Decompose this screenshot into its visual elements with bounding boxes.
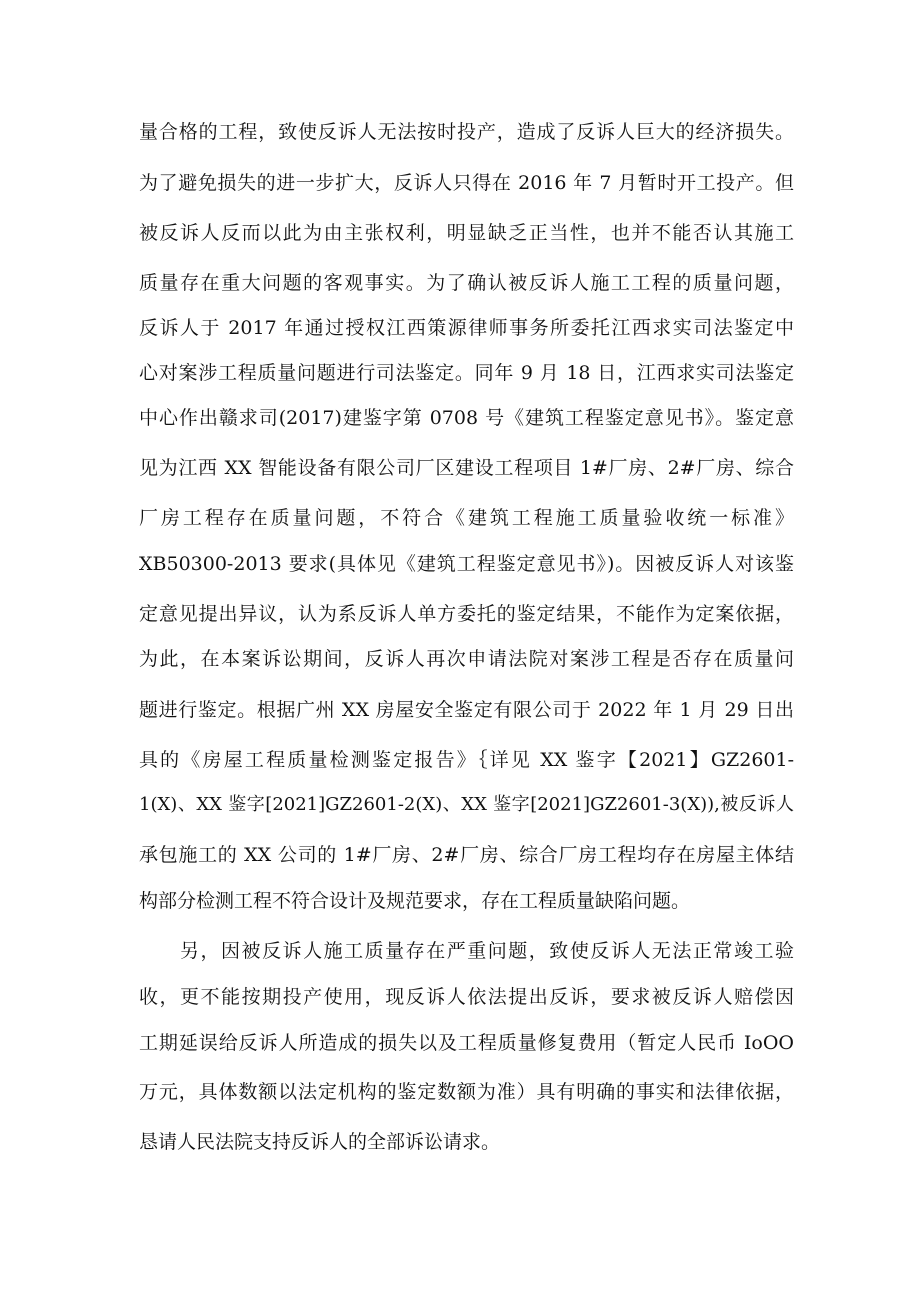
paragraph-line: 心对案涉工程质量问题进行司法鉴定。同年 9 月 18 日，江西求实司法鉴定 <box>139 362 794 384</box>
paragraph-line: 另，因被反诉人施工质量存在严重问题，致使反诉人无法正常竣工验 <box>180 940 794 962</box>
paragraph-line: 1(X)、XX 鉴字[2021]GZ2601-2(X)、XX 鉴字[2021]GZ2601-3(X)),被反诉人 <box>139 794 794 815</box>
paragraph-line: 工期延误给反诉人所造成的损失以及工程质量修复费用（暂定人民币 IoOO <box>139 1032 794 1054</box>
paragraph-line: 题进行鉴定。根据广州 XX 房屋安全鉴定有限公司于 2022 年 1 月 29 日出 <box>139 699 794 721</box>
paragraph-line: 见为江西 XX 智能设备有限公司厂区建设工程项目 1#厂房、2#厂房、综合 <box>139 457 794 479</box>
paragraph-line: 具的《房屋工程质量检测鉴定报告》｛详见 XX 鉴字【2021】GZ2601- <box>139 749 794 771</box>
paragraph-line: 为此，在本案诉讼期间，反诉人再次申请法院对案涉工程是否存在质量问 <box>139 648 794 670</box>
paragraph-line: 量合格的工程，致使反诉人无法按时投产，造成了反诉人巨大的经济损失。 <box>139 121 794 143</box>
paragraph-line: 反诉人于 2017 年通过授权江西策源律师事务所委托江西求实司法鉴定中 <box>139 317 794 339</box>
paragraph-line: 厂房工程存在质量问题，不符合《建筑工程施工质量验收统一标准》 <box>139 507 794 529</box>
paragraph-line: 被反诉人反而以此为由主张权利，明显缺乏正当性，也并不能否认其施工 <box>139 222 794 244</box>
paragraph-line: 万元，具体数额以法定机构的鉴定数额为准）具有明确的事实和法律依据， <box>139 1081 794 1103</box>
paragraph-line: 定意见提出异议，认为系反诉人单方委托的鉴定结果，不能作为定案依据， <box>139 603 794 625</box>
paragraph-line: XB50300-2013 要求(具体见《建筑工程鉴定意见书》)。因被反诉人对该鉴 <box>139 553 794 575</box>
paragraph-line: 恳请人民法院支持反诉人的全部诉讼请求。 <box>139 1131 501 1153</box>
paragraph-line: 承包施工的 XX 公司的 1#厂房、2#厂房、综合厂房工程均存在房屋主体结 <box>139 844 794 866</box>
paragraph-line: 中心作出赣求司(2017)建鉴字第 0708 号《建筑工程鉴定意见书》。鉴定意 <box>139 407 794 429</box>
paragraph-line: 为了避免损失的进一步扩大，反诉人只得在 2016 年 7 月暂时开工投产。但 <box>139 172 794 194</box>
paragraph-line: 收，更不能按期投产使用，现反诉人依法提出反诉，要求被反诉人赔偿因 <box>139 986 794 1008</box>
paragraph-line: 构部分检测工程不符合设计及规范要求，存在工程质量缺陷问题。 <box>139 890 691 912</box>
paragraph-line: 质量存在重大问题的客观事实。为了确认被反诉人施工工程的质量问题， <box>139 272 794 294</box>
